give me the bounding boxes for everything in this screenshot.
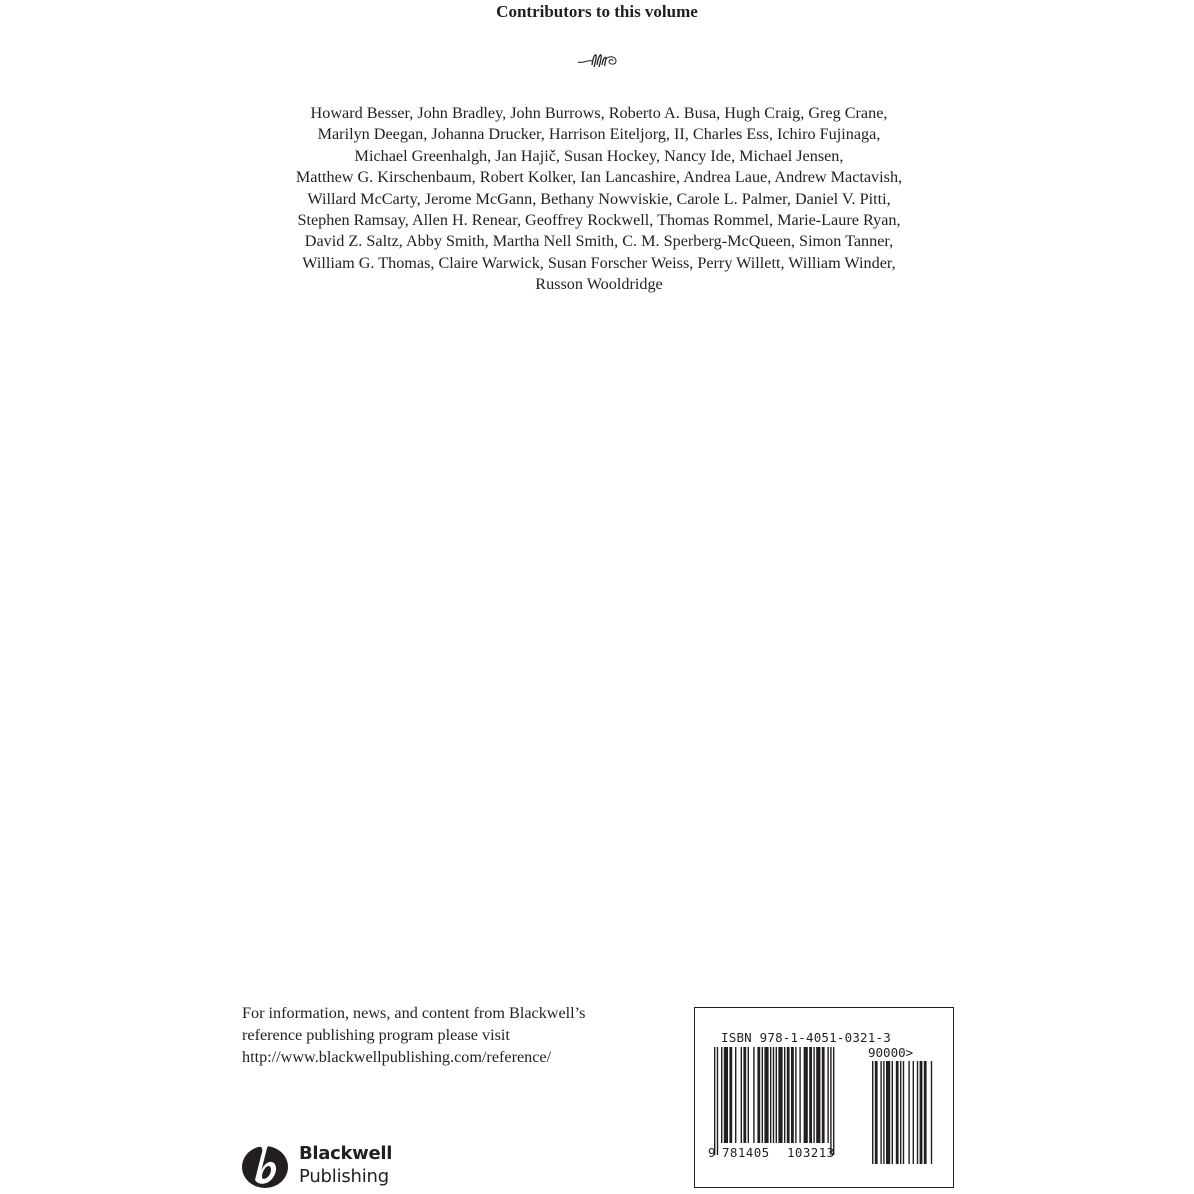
- contributors-list: [240, 103, 958, 296]
- page-heading: Contributors to this volume: [496, 2, 698, 21]
- barcode-bar: [913, 1061, 914, 1164]
- barcode-bar: [822, 1047, 825, 1143]
- barcode-bar: [721, 1047, 722, 1143]
- barcode-bar: [917, 1061, 918, 1164]
- barcode-bar: [900, 1061, 901, 1164]
- barcode-bar: [813, 1047, 814, 1143]
- barcode-digits-right: 103213: [787, 1145, 835, 1160]
- barcode-bar: [741, 1047, 742, 1143]
- barcode-bar: [791, 1047, 794, 1143]
- info-url[interactable]: http://www.blackwellpublishing.com/reference/: [242, 1047, 552, 1066]
- price-code: 90000>: [868, 1045, 914, 1060]
- barcode-bar: [735, 1047, 736, 1143]
- barcode-bar: [883, 1061, 884, 1164]
- contributors-line: Michael Greenhalgh, Jan Hajič, Susan Hockey, Nancy Ide, Michael Jensen,: [354, 146, 844, 165]
- contributors-line: Stephen Ramsay, Allen H. Renear, Geoffrey Rockwell, Thomas Rommel, Marie-Laure Ryan,: [297, 211, 901, 230]
- barcode-bar: [770, 1047, 771, 1143]
- barcode-bar: [809, 1047, 812, 1143]
- contributors-line: Willard McCarty, Jerome McGann, Bethany Nowviskie, Carole L. Palmer, Daniel V. Pitti,: [307, 189, 891, 208]
- barcode-bar: [743, 1047, 746, 1143]
- contributors-line: Marilyn Deegan, Johanna Drucker, Harrison Eiteljorg, II, Charles Ess, Ichiro Fujinaga,: [317, 125, 881, 144]
- barcode-bar: [804, 1047, 808, 1143]
- barcode-bar: [764, 1047, 768, 1143]
- info-line: For information, news, and content from Blackwell’s: [242, 1004, 586, 1022]
- contributors-line: Howard Besser, John Bradley, John Burrows, Roberto A. Busa, Hugh Craig, Greg Crane,: [310, 104, 888, 122]
- barcode-digit-first: 9: [708, 1145, 716, 1160]
- contributors-line: Matthew G. Kirschenbaum, Robert Kolker, Ian Lancashire, Andrea Laue, Andrew Mactavish,: [295, 168, 903, 187]
- isbn-label: ISBN 978-1-4051-0321-3: [721, 1030, 891, 1045]
- barcode-bar: [762, 1047, 763, 1143]
- barcode-bar: [833, 1047, 834, 1155]
- addon-barcode: [872, 1061, 942, 1164]
- barcode-bar: [896, 1061, 899, 1164]
- barcode-digits-left: 781405: [722, 1145, 770, 1160]
- barcode-bar: [773, 1047, 774, 1143]
- fleuron-ornament-icon: [576, 49, 622, 71]
- barcode-bar: [872, 1061, 873, 1164]
- barcode-bar: [875, 1061, 878, 1164]
- barcode-bar: [776, 1047, 777, 1143]
- ean-barcode: [714, 1047, 856, 1155]
- barcode-bar: [748, 1047, 749, 1143]
- barcode-bar: [784, 1047, 785, 1143]
- barcode-bar: [753, 1047, 754, 1143]
- barcode-bar: [717, 1047, 718, 1155]
- barcode-bar: [757, 1047, 760, 1143]
- barcode-bar: [778, 1047, 782, 1143]
- barcode-bar: [799, 1047, 800, 1143]
- barcode-bar: [714, 1047, 715, 1155]
- barcode-bar: [830, 1047, 831, 1155]
- barcode-bar: [931, 1061, 932, 1164]
- barcode-bar: [827, 1047, 828, 1143]
- publisher-info: [242, 1003, 672, 1068]
- barcode-bar: [724, 1047, 728, 1143]
- barcode-bar: [729, 1047, 732, 1143]
- barcode-bar: [795, 1047, 796, 1143]
- blackwell-b-logo-icon: [240, 1138, 292, 1190]
- barcode-bar: [908, 1061, 909, 1164]
- barcode-bar: [924, 1061, 927, 1164]
- barcode-bar: [903, 1061, 904, 1164]
- contributors-line: Russon Wooldridge: [535, 275, 663, 294]
- publisher-logo-text: [299, 1142, 392, 1188]
- barcode-bar: [886, 1061, 890, 1164]
- contributors-line: William G. Thomas, Claire Warwick, Susan Forscher Weiss, Perry Willett, William Winder,: [302, 253, 896, 272]
- contributors-line: David Z. Saltz, Abby Smith, Martha Nell Smith, C. M. Sperberg-McQueen, Simon Tanner,: [304, 232, 894, 251]
- info-line: reference publishing program please visit: [242, 1025, 510, 1044]
- barcode-bar: [920, 1061, 923, 1164]
- publisher-name-line2: Publishing: [299, 1166, 389, 1187]
- barcode-bar: [787, 1047, 790, 1143]
- barcode-bar: [816, 1047, 820, 1143]
- barcode-bar: [892, 1061, 893, 1164]
- publisher-name-line1: Blackwell: [299, 1143, 393, 1164]
- barcode-bar: [880, 1061, 881, 1164]
